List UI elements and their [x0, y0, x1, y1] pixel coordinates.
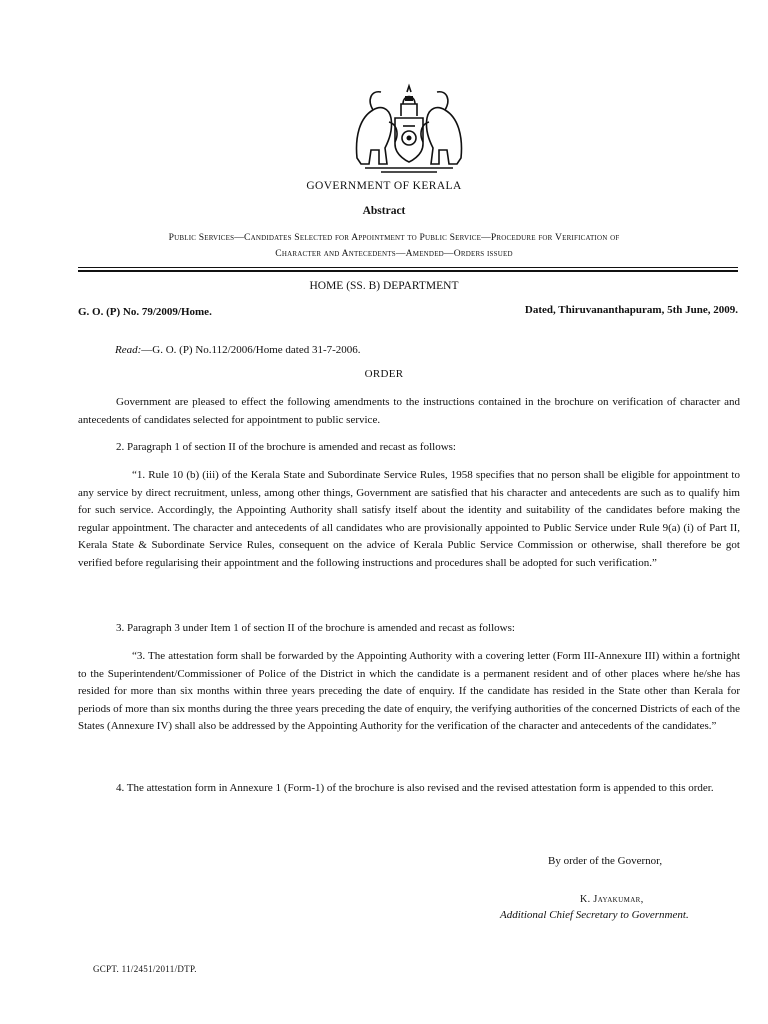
government-title: GOVERNMENT OF KERALA — [306, 180, 462, 192]
department-title: HOME (SS. B) DEPARTMENT — [309, 280, 459, 292]
read-label: Read: — [115, 344, 142, 356]
abstract-heading: Abstract — [362, 205, 406, 217]
subject-line-1: Public Services—Candidates Selected for Appointment to Public Service—Procedure for Verification of — [168, 232, 620, 243]
read-text: —G. O. (P) No.112/2006/Home dated 31-7-2006. — [141, 344, 361, 356]
paragraph-3: 3. Paragraph 3 under Item 1 of section II of the brochure is amended and recast as follows: — [116, 622, 515, 634]
kerala-state-emblem-icon — [351, 78, 467, 176]
paragraph-4: 4. The attestation form in Annexure 1 (Form-1) of the brochure is also revised and the revised attestation form is appended to this order. — [116, 782, 714, 794]
paragraph-2: 2. Paragraph 1 of section II of the brochure is amended and recast as follows: — [116, 441, 456, 453]
signatory-designation: Additional Chief Secretary to Government. — [500, 909, 689, 921]
divider — [78, 267, 738, 268]
paragraph-1: Government are pleased to effect the following amendments to the instructions contained in the brochure on verification of character and antecedents of candidates selected for appointment to public service. — [78, 396, 740, 426]
subject-line — [80, 230, 708, 262]
divider — [78, 270, 738, 272]
quote-2: “3. The attestation form shall be forwarded by the Appointing Authority with a covering letter (Form III-Annexure III) within a fortnight to the Superintendent/Commissioner of Police of the District in which the candidate is a permanent resident and of other places where he/she has resided for more than six months within three years preceding the date of enquiry. If the candidate has resided in the State other than Kerala for periods of more than six months during the three years preceding the date of enquiry, the verifying authorities of the concerned Districts of each of the States (Annexure IV) shall also be addressed by the Appointing Authority for the verification of the character and antecedents of the candidates.” — [78, 650, 740, 733]
by-order-line: By order of the Governor, — [548, 855, 663, 867]
order-title: ORDER — [364, 368, 404, 380]
reference-line — [115, 344, 361, 356]
subject-line-2: Character and Antecedents—Amended—Orders issued — [275, 248, 513, 259]
go-number: G. O. (P) No. 79/2009/Home. — [78, 306, 212, 318]
signatory-name: K. Jayakumar, — [580, 894, 644, 905]
dated-line: Dated, Thiruvananthapuram, 5th June, 2009. — [524, 304, 738, 316]
quote-1: “1. Rule 10 (b) (iii) of the Kerala State and Subordinate Service Rules, 1958 specifies that no person shall be eligible for appointment to any service by direct recruitment, unless, among other things, Government are satisfied that his character and antecedents are such as to qualify him for such service. Accordingly, the Appointing Authority shall satisfy itself about the identity and suitability of the candidates before making the regular appointment. The character and antecedents of all candidates who are provisionally appointed to Public Service under Rule 9(a) (i) of Part II, Kerala State & Subordinate Service Rules, consequent on the advice of Kerala Public Service Commission or otherwise, shall therefore be got verified before regularising their appointment and the following instructions and procedures shall be adopted for such verification.” — [78, 469, 740, 569]
press-code: GCPT. 11/2451/2011/DTP. — [93, 964, 197, 974]
